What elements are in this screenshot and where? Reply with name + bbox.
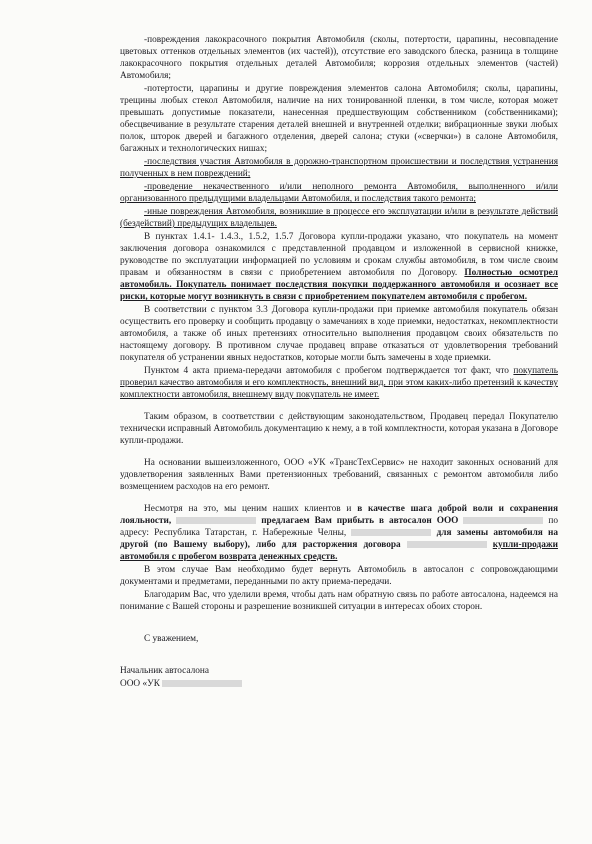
clause-4-act [120, 365, 558, 401]
redacted-block [176, 517, 256, 524]
contract-clauses-text: В пунктах 1.4.1- 1.4.3., 1.5.2, 1.5.7 Договора купли-продажи указано, что покупатель на момент заключения договора ознакомился с представленной продавцом и изложенной в сервисной книжке, руководстве по эксплуатации информацией по условиям и срокам службы автомобиля, в том числе своим правам и обязанностям в связи с приобретением автомобиля по Договору. [120, 232, 558, 278]
damage-accident: -последствия участия Автомобиля в дорожно-транспортном происшествии и последствия устранения полученных в нем повреждений; [120, 157, 558, 179]
goodwill-bold-4: купли-продажи автомобиля с пробегом возврата денежных средств. [120, 540, 558, 562]
goodwill-offer [120, 503, 558, 563]
goodwill-bold-3: для замены автомобиля на другой (по Вашему выбору), либо для расторжения договора [120, 528, 559, 550]
thanks: Благодарим Вас, что уделили время, чтобы дать нам обратную связь по работе автосалона, надеемся на понимание с Вашей стороны и разрешение возникшей ситуации в интересах обоих сторон. [120, 590, 558, 612]
contract-clauses [120, 231, 558, 303]
signature-company-text: ООО «УК [120, 679, 160, 689]
regards: С уважением, [144, 634, 199, 644]
return-instructions: В этом случае Вам необходимо будет вернуть Автомобиль в автосалон с сопровождающими документами и предметами, переданными по акту приема-передачи. [120, 565, 558, 587]
damage-interior: -потертости, царапины и другие повреждения элементов салона Автомобиля; сколы, царапины, трещины любых стекол Автомобиля, наличие на них тонированной пленки, в том числе, которая может превышать допустимые показатели, нанесенная предшествующим собственником (собственниками); обесцвечивание в результате старения деталей внешней и внутренней отделки; вибрационные звуки любых полок, шторок дверей и багажного отделения, дверей салона; стуки («сверчки») в салоне Автомобиля, багажных и технологических нишах; [120, 84, 558, 154]
clause-4-intro: Пунктом 4 акта приема-передачи автомобиля с пробегом подтверждается тот факт, что [144, 366, 509, 376]
redacted-block [351, 529, 431, 536]
buyer-inspected-text: Полностью осмотрел автомобиль. Покупатель понимает последствия покупки поддержанного автомобиля и осознает все риски, которые могут возникнуть в связи с приобретением покупателем автомобиля с пробегом. [120, 268, 558, 302]
damage-paint: -повреждения лакокрасочного покрытия Автомобиля (сколы, потертости, царапины, несовпадение цветовых оттенков отдельных элементов (их частей)), отсутствие его заводского блеска, разница в толщине лакокрасочного покрытия отдельных деталей Автомобиля; коррозия отдельных элементов (частей) Автомобиля; [120, 35, 558, 81]
signature-title: Начальник автосалона [120, 666, 209, 676]
redacted-block [407, 541, 487, 548]
clause-4-detail: покупатель проверил качество автомобиля и его комплектность, внешний вид, при этом каких-либо претензий к качеству комплектности автомобиля, внешнему виду покупатель не имеет. [120, 366, 558, 400]
damage-repair: -проведение некачественного и/или неполного ремонта Автомобиля, выполненного и/или организованного предыдущими владельцами Автомобиля, и последствия такого ремонта; [120, 182, 558, 204]
conclusion: Таким образом, в соответствии с действующим законодательством, Продавец передал Покупателю технически исправный Автомобиль документацию к нему, а в той комплектности, которая указана в Договоре купли-продажи. [120, 412, 558, 446]
goodwill-address: по адресу: Республика Татарстан, г. Набережные Челны, [120, 516, 559, 538]
goodwill-bold-1: в качестве шага доброй воли и сохранения лояльности, [120, 504, 558, 526]
goodwill-bold-2: предлагаем Вам прибыть в автосалон ООО [261, 516, 459, 526]
redacted-block [162, 680, 242, 687]
signature-company [120, 678, 558, 690]
damage-other: -иные повреждения Автомобиля, возникшие в процессе его эксплуатации и/или в результате действий (бездействий) предыдущих владельцев. [120, 207, 558, 229]
clause-3-3: В соответствии с пунктом 3.3 Договора купли-продажи при приемке автомобиля покупатель обязан осуществить его проверку и сообщить продавцу о замечаниях в ходе приемки, недостатках, некомплектности автомобиля, а также об иных претензиях относительно выполнения продавцом своих обязательств по настоящему договору. В противном случае продавец вправе отказаться от удовлетворения требований покупателя об устранении явных недостатков, которые могли быть замечены в ходе приемки. [120, 305, 558, 363]
goodwill-intro: Несмотря на это, мы ценим наших клиентов и [144, 504, 352, 514]
refusal: На основании вышеизложенного, ООО «УК «ТрансТехСервис» не находит законных оснований для удовлетворения заявленных Вами претензионных требований, связанных с ремонтом автомобиля либо возмещением расходов на его ремонт. [120, 458, 558, 492]
redacted-block [463, 517, 543, 524]
